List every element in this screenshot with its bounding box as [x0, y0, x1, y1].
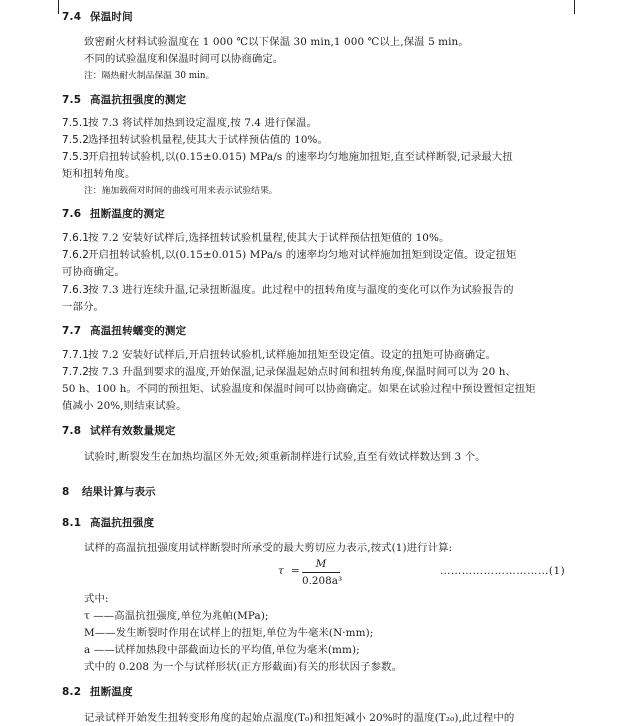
paragraph: 试验时,断裂发生在加热均温区外无效;须重新制样进行试验,直至有效试样数达到 3 个。	[84, 451, 486, 463]
clause-continuation: 值减小 20%,则结束试验。	[62, 400, 187, 412]
clause-7-5-3	[62, 148, 619, 163]
clause-number: 7.5.3	[62, 151, 89, 163]
clause-7-6-3	[62, 281, 619, 296]
section-number: 8.2	[62, 686, 82, 698]
section-title: 高温抗扭强度	[90, 517, 155, 529]
heading-7-8	[62, 423, 619, 438]
clause-text: 按 7.3 进行连续升温,记录扭断温度。此过程中的扭转角度与温度的变化可以作为试验报告的	[88, 284, 514, 296]
clause-text: 按 7.2 安装好试样后,开启扭转试验机,试样施加扭矩至设定值。设定的扭矩可协商确定。	[88, 349, 497, 361]
definition-tau: τ ——高温抗扭强度,单位为兆帕(MPa);	[84, 610, 269, 622]
where-label: 式中:	[84, 593, 109, 605]
heading-8	[62, 484, 619, 499]
clause-continuation: 矩和扭转角度。	[62, 168, 136, 180]
note: 注：施加载荷对时间的曲线可用来表示试验结果。	[84, 186, 278, 196]
formula-numerator: M	[315, 558, 327, 570]
clause-7-6-2	[62, 246, 619, 261]
clause-continuation: 可协商确定。	[62, 266, 125, 278]
clause-text: 按 7.3 升温到要求的温度,开始保温,记录保温起始点时间和扭转角度,保温时间可以为 20 h、	[88, 366, 517, 378]
formula-denominator: 0.208a³	[302, 575, 343, 587]
clause-7-6-1	[62, 229, 619, 244]
formula-1	[0, 557, 619, 593]
clause-number: 7.6.3	[62, 284, 89, 296]
clause-7-5-1	[62, 114, 619, 129]
heading-8-2	[62, 684, 619, 699]
clause-text: 按 7.3 将试样加热到设定温度,按 7.4 进行保温。	[88, 117, 318, 129]
section-number: 8.1	[62, 517, 82, 529]
clause-number: 7.7.1	[62, 349, 89, 361]
section-title: 扭断温度	[90, 686, 133, 698]
section-number: 7.6	[62, 208, 82, 220]
section-number: 7.8	[62, 425, 82, 437]
definition-m: M——发生断裂时作用在试样上的扭矩,单位为牛毫米(N·mm);	[84, 627, 374, 639]
heading-8-1	[62, 515, 619, 530]
formula-fraction	[302, 557, 343, 588]
heading-7-5	[62, 92, 619, 107]
clause-number: 7.5.1	[62, 117, 89, 129]
clause-number: 7.5.2	[62, 134, 89, 146]
section-number: 7.5	[62, 94, 82, 106]
heading-7-7	[62, 323, 619, 338]
clause-text: 按 7.2 安装好试样后,选择扭转试验机量程,使其大于试样预估扭矩值的 10%。	[88, 232, 450, 244]
formula-lhs: τ	[278, 565, 284, 577]
section-title: 高温扭转蠕变的测定	[90, 325, 187, 337]
clause-number: 7.6.1	[62, 232, 89, 244]
section-title: 结果计算与表示	[82, 486, 156, 498]
note: 注：隔热耐火制品保温 30 min。	[84, 71, 215, 81]
section-title: 高温抗扭强度的测定	[90, 94, 187, 106]
section-number: 7.7	[62, 325, 82, 337]
clause-number: 7.6.2	[62, 249, 89, 261]
paragraph: 记录试样开始发生扭转变形角度的起始点温度(T₀)和扭矩减小 20%时的温度(T₂₀),此过程中的	[84, 712, 515, 724]
definition-a: a ——试样加热段中部截面边长的平均值,单位为毫米(mm);	[84, 644, 360, 656]
section-title: 扭断温度的测定	[90, 208, 165, 220]
section-title: 保温时间	[90, 11, 133, 23]
clause-continuation: 一部分。	[62, 301, 104, 313]
clause-text: 选择扭转试验机量程,使其大于试样预估值的 10%。	[88, 134, 329, 146]
heading-7-4	[62, 9, 619, 24]
formula-equals: =	[291, 565, 300, 577]
section-number: 8	[62, 486, 70, 498]
clause-7-7-2	[62, 363, 619, 378]
clause-7-5-2	[62, 131, 619, 146]
page-border-left	[58, 0, 59, 14]
clause-number: 7.7.2	[62, 366, 89, 378]
section-title: 试样有效数量规定	[90, 425, 176, 437]
clause-text: 开启扭转试验机,以(0.15±0.015) MPa/s 的速率均匀地对试样施加扭矩到设定值。设定扭矩	[88, 249, 517, 261]
equation-number: …………………………(1)	[440, 565, 566, 577]
clause-7-7-1	[62, 346, 619, 361]
paragraph: 致密耐火材料试验温度在 1 000 ℃以下保温 30 min,1 000 ℃以上,保温 5 min。	[84, 36, 469, 48]
heading-7-6	[62, 206, 619, 221]
clause-text: 开启扭转试验机,以(0.15±0.015) MPa/s 的速率均匀地施加扭矩,直至试样断裂,记录最大扭	[88, 151, 513, 163]
paragraph: 不同的试验温度和保温时间可以协商确定。	[84, 53, 284, 65]
clause-continuation: 50 h、100 h。不同的预扭矩、试验温度和保温时间可以协商确定。如果在试验过程中预设置恒定扭矩	[62, 383, 536, 395]
fraction-bar	[302, 572, 340, 573]
definition-factor: 式中的 0.208 为一个与试样形状(正方形截面)有关的形状因子参数。	[84, 661, 403, 673]
paragraph: 试样的高温抗扭强度用试样断裂时所承受的最大剪切应力表示,按式(1)进行计算:	[84, 542, 453, 554]
section-number: 7.4	[62, 11, 82, 23]
